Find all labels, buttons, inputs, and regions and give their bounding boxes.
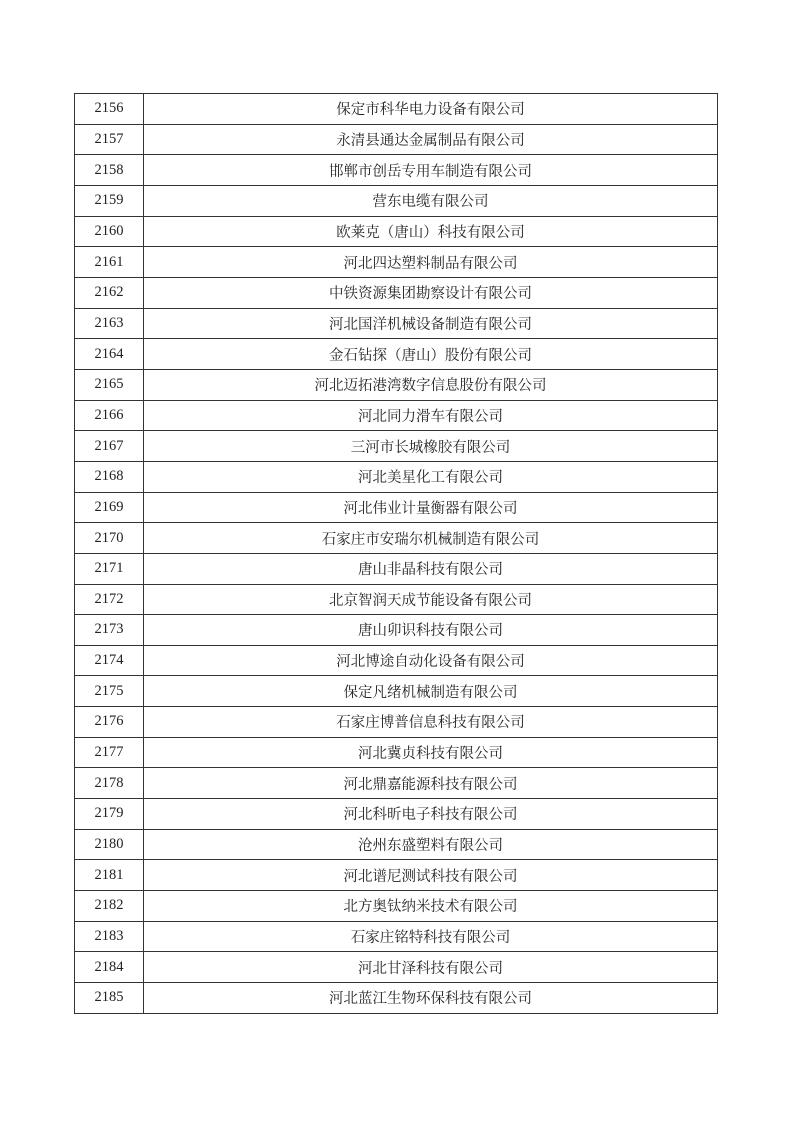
- table-row: [75, 94, 718, 125]
- table-row: [75, 860, 718, 891]
- row-number: 2156: [75, 94, 144, 125]
- company-name: 河北美星化工有限公司: [144, 461, 718, 492]
- row-number: 2183: [75, 921, 144, 952]
- company-name: 唐山卯识科技有限公司: [144, 615, 718, 646]
- company-name: 河北甘泽科技有限公司: [144, 952, 718, 983]
- company-name: 河北四达塑料制品有限公司: [144, 247, 718, 278]
- row-number: 2161: [75, 247, 144, 278]
- table-row: [75, 461, 718, 492]
- table-row: [75, 216, 718, 247]
- company-name: 河北迈拓港湾数字信息股份有限公司: [144, 369, 718, 400]
- row-number: 2181: [75, 860, 144, 891]
- table-row: [75, 492, 718, 523]
- table-row: [75, 369, 718, 400]
- table-row: [75, 308, 718, 339]
- row-number: 2168: [75, 461, 144, 492]
- company-name: 北方奥钛纳米技术有限公司: [144, 891, 718, 922]
- row-number: 2175: [75, 676, 144, 707]
- table-row: [75, 645, 718, 676]
- row-number: 2173: [75, 615, 144, 646]
- company-name: 河北鼎嘉能源科技有限公司: [144, 768, 718, 799]
- table-row: [75, 523, 718, 554]
- table-row: [75, 952, 718, 983]
- table-row: [75, 339, 718, 370]
- table-row: [75, 921, 718, 952]
- table-row: [75, 615, 718, 646]
- company-name: 石家庄博普信息科技有限公司: [144, 707, 718, 738]
- row-number: 2180: [75, 829, 144, 860]
- row-number: 2166: [75, 400, 144, 431]
- company-name: 河北谱尼测试科技有限公司: [144, 860, 718, 891]
- row-number: 2158: [75, 155, 144, 186]
- row-number: 2159: [75, 185, 144, 216]
- row-number: 2160: [75, 216, 144, 247]
- row-number: 2184: [75, 952, 144, 983]
- company-name: 永清县通达金属制品有限公司: [144, 124, 718, 155]
- row-number: 2177: [75, 737, 144, 768]
- company-name: 北京智润天成节能设备有限公司: [144, 584, 718, 615]
- company-name: 石家庄铭特科技有限公司: [144, 921, 718, 952]
- table-row: [75, 155, 718, 186]
- company-name: 河北蓝江生物环保科技有限公司: [144, 983, 718, 1014]
- company-name: 河北同力滑车有限公司: [144, 400, 718, 431]
- table-row: [75, 553, 718, 584]
- row-number: 2179: [75, 799, 144, 830]
- company-name: 唐山非晶科技有限公司: [144, 553, 718, 584]
- company-name: 石家庄市安瑞尔机械制造有限公司: [144, 523, 718, 554]
- row-number: 2163: [75, 308, 144, 339]
- table-row: [75, 799, 718, 830]
- company-name: 河北科昕电子科技有限公司: [144, 799, 718, 830]
- company-name: 邯郸市创岳专用车制造有限公司: [144, 155, 718, 186]
- table-row: [75, 124, 718, 155]
- company-name: 保定凡绪机械制造有限公司: [144, 676, 718, 707]
- table-row: [75, 676, 718, 707]
- row-number: 2172: [75, 584, 144, 615]
- row-number: 2157: [75, 124, 144, 155]
- row-number: 2171: [75, 553, 144, 584]
- company-name: 河北国洋机械设备制造有限公司: [144, 308, 718, 339]
- table-row: [75, 768, 718, 799]
- row-number: 2165: [75, 369, 144, 400]
- row-number: 2164: [75, 339, 144, 370]
- table-row: [75, 431, 718, 462]
- table-row: [75, 983, 718, 1014]
- company-name: 金石钻探（唐山）股份有限公司: [144, 339, 718, 370]
- company-name: 三河市长城橡胶有限公司: [144, 431, 718, 462]
- company-list-table: [74, 93, 718, 1014]
- table-row: [75, 737, 718, 768]
- company-name: 欧莱克（唐山）科技有限公司: [144, 216, 718, 247]
- row-number: 2162: [75, 277, 144, 308]
- table-row: [75, 829, 718, 860]
- company-name: 河北伟业计量衡器有限公司: [144, 492, 718, 523]
- row-number: 2182: [75, 891, 144, 922]
- table-body: [75, 94, 718, 1014]
- company-name: 河北博途自动化设备有限公司: [144, 645, 718, 676]
- company-name: 中铁资源集团勘察设计有限公司: [144, 277, 718, 308]
- company-name: 沧州东盛塑料有限公司: [144, 829, 718, 860]
- company-name: 保定市科华电力设备有限公司: [144, 94, 718, 125]
- table-row: [75, 400, 718, 431]
- company-name: 河北冀贞科技有限公司: [144, 737, 718, 768]
- table-row: [75, 247, 718, 278]
- row-number: 2178: [75, 768, 144, 799]
- table-row: [75, 584, 718, 615]
- row-number: 2170: [75, 523, 144, 554]
- row-number: 2169: [75, 492, 144, 523]
- table-row: [75, 891, 718, 922]
- row-number: 2167: [75, 431, 144, 462]
- table-row: [75, 277, 718, 308]
- company-name: 营东电缆有限公司: [144, 185, 718, 216]
- table-row: [75, 707, 718, 738]
- row-number: 2176: [75, 707, 144, 738]
- table-row: [75, 185, 718, 216]
- row-number: 2185: [75, 983, 144, 1014]
- row-number: 2174: [75, 645, 144, 676]
